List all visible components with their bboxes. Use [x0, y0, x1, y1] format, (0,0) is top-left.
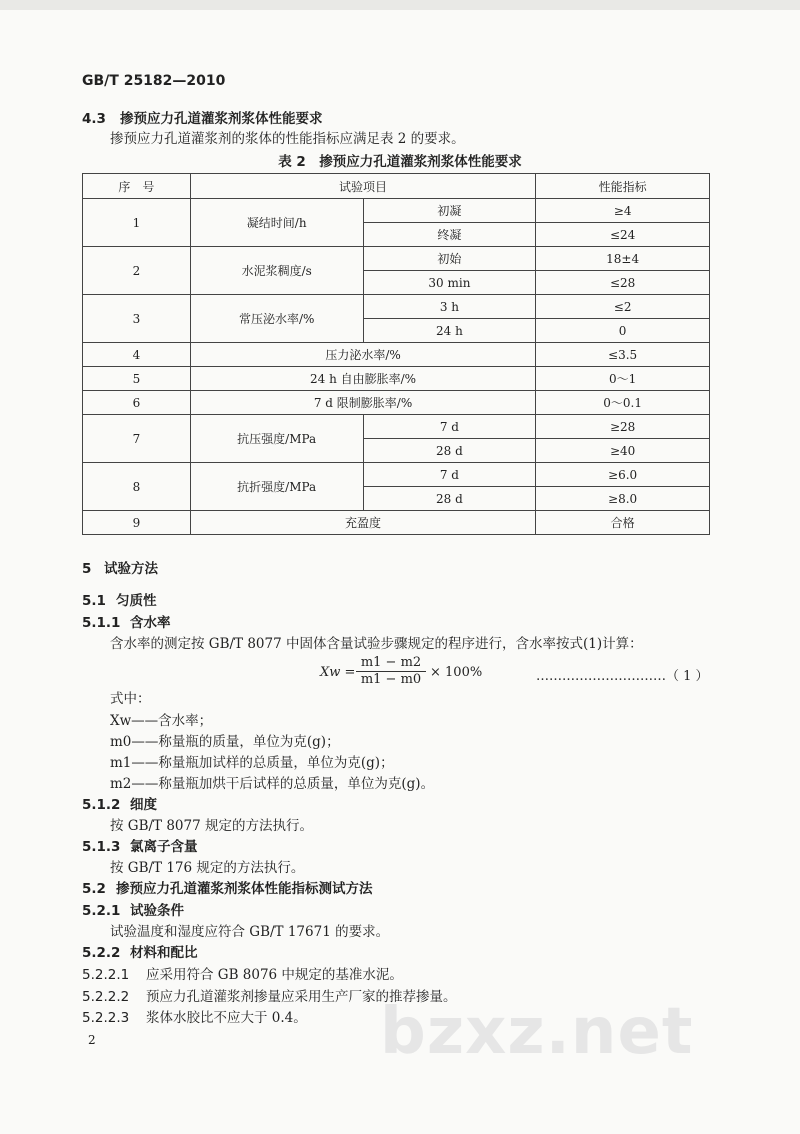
definition-item: Xw——含水率；	[110, 713, 213, 729]
section-title: 掺预应力孔道灌浆剂浆体性能指标测试方法	[116, 881, 373, 897]
section-number: 4.3	[82, 111, 106, 127]
cell-seq: 7	[83, 415, 191, 463]
performance-table	[82, 173, 710, 535]
section-5-1-1-heading	[82, 614, 171, 632]
header-item: 试验项目	[190, 174, 535, 199]
section-5-1-1-text: 含水率的测定按 GB/T 8077 中固体含量试验步骤规定的程序进行，含水率按式(1)计算：	[110, 636, 643, 652]
section-number: 5.1.2	[82, 797, 121, 813]
clause-number: 5.2.2.2	[82, 989, 130, 1005]
cell-value: ≤2	[536, 295, 710, 319]
section-title: 掺预应力孔道灌浆剂浆体性能要求	[120, 111, 323, 127]
cell-value: ≥8.0	[536, 487, 710, 511]
header-index: 性能指标	[536, 174, 710, 199]
section-5-1-2-text: 按 GB/T 8077 规定的方法执行。	[110, 818, 313, 834]
cell-value: 0～1	[536, 367, 710, 391]
section-number: 5.1.3	[82, 839, 121, 855]
cell-sub: 终凝	[363, 223, 536, 247]
cell-value: ≥28	[536, 415, 710, 439]
moisture-formula	[320, 655, 720, 691]
table-row	[83, 343, 710, 367]
section-title: 细度	[130, 797, 157, 813]
cell-value: 合格	[536, 511, 710, 535]
table-row	[83, 367, 710, 391]
cell-value: ≥4	[536, 199, 710, 223]
section-title: 材料和配比	[130, 945, 198, 961]
table-row	[83, 295, 710, 319]
standard-code-header: GB/T 25182—2010	[82, 73, 226, 89]
section-5-heading	[82, 560, 158, 578]
section-5-1-heading	[82, 592, 157, 610]
definition-item: m0——称量瓶的质量，单位为克(g)；	[110, 734, 340, 750]
cell-sub: 28 d	[363, 487, 536, 511]
cell-sub: 28 d	[363, 439, 536, 463]
section-5-2-1-text: 试验温度和湿度应符合 GB/T 17671 的要求。	[110, 924, 390, 940]
section-5-1-3-text: 按 GB/T 176 规定的方法执行。	[110, 860, 305, 876]
top-strip	[0, 0, 800, 10]
cell-item: 抗折强度/MPa	[190, 463, 363, 511]
table-row	[83, 415, 710, 439]
formula-denominator: m1 − m0	[360, 672, 422, 687]
cell-value: ≥40	[536, 439, 710, 463]
cell-sub: 24 h	[363, 319, 536, 343]
cell-seq: 4	[83, 343, 191, 367]
section-title: 含水率	[130, 615, 171, 631]
section-number: 5.1.1	[82, 615, 121, 631]
section-title: 试验方法	[104, 561, 158, 577]
definition-item: m2——称量瓶加烘干后试样的总质量，单位为克(g)。	[110, 776, 435, 792]
cell-seq: 1	[83, 199, 191, 247]
formula-lhs: Xw =	[320, 665, 356, 680]
cell-value: 0～0.1	[536, 391, 710, 415]
cell-seq: 9	[83, 511, 191, 535]
cell-value: 18±4	[536, 247, 710, 271]
section-4-3-text: 掺预应力孔道灌浆剂的浆体的性能指标应满足表 2 的要求。	[110, 131, 465, 147]
section-title: 试验条件	[130, 903, 184, 919]
cell-sub: 7 d	[363, 415, 536, 439]
section-5-1-3-heading	[82, 838, 198, 856]
cell-sub: 3 h	[363, 295, 536, 319]
cell-item: 常压泌水率/%	[190, 295, 363, 343]
section-5-2-heading	[82, 880, 373, 898]
cell-seq: 8	[83, 463, 191, 511]
table-caption: 表 2 掺预应力孔道灌浆剂浆体性能要求	[278, 154, 522, 170]
section-number: 5.2.1	[82, 903, 121, 919]
cell-value: 0	[536, 319, 710, 343]
cell-item: 24 h 自由膨胀率/%	[190, 367, 535, 391]
cell-seq: 5	[83, 367, 191, 391]
section-title: 匀质性	[116, 593, 157, 609]
cell-sub: 7 d	[363, 463, 536, 487]
definition-item: m1——称量瓶加试样的总质量，单位为克(g)；	[110, 755, 394, 771]
cell-item: 抗压强度/MPa	[190, 415, 363, 463]
page-number: 2	[88, 1033, 96, 1047]
section-number: 5.2.2	[82, 945, 121, 961]
table-header-row	[83, 174, 710, 199]
clause-text: 浆体水胶比不应大于 0.4。	[146, 1010, 307, 1026]
clause-number: 5.2.2.1	[82, 967, 130, 983]
clause-text: 预应力孔道灌浆剂掺量应采用生产厂家的推荐掺量。	[146, 989, 457, 1005]
table-row	[83, 247, 710, 271]
cell-item: 充盈度	[190, 511, 535, 535]
cell-value: ≤28	[536, 271, 710, 295]
formula-numerator: m1 − m2	[356, 655, 426, 672]
cell-item: 凝结时间/h	[190, 199, 363, 247]
cell-seq: 6	[83, 391, 191, 415]
table-row	[83, 511, 710, 535]
clause-text: 应采用符合 GB 8076 中规定的基准水泥。	[146, 967, 403, 983]
section-title: 氯离子含量	[130, 839, 198, 855]
table-row	[83, 199, 710, 223]
cell-item: 压力泌水率/%	[190, 343, 535, 367]
cell-item: 7 d 限制膨胀率/%	[190, 391, 535, 415]
formula-fraction	[356, 655, 426, 687]
formula-times: × 100%	[430, 665, 483, 680]
table-row	[83, 463, 710, 487]
cell-seq: 3	[83, 295, 191, 343]
equation-number: …………………………（ 1 ）	[536, 669, 709, 684]
section-number: 5.2	[82, 881, 106, 897]
clause-number: 5.2.2.3	[82, 1010, 130, 1026]
header-seq: 序 号	[83, 174, 191, 199]
section-5-1-2-heading	[82, 796, 157, 814]
section-number: 5	[82, 561, 92, 577]
cell-seq: 2	[83, 247, 191, 295]
section-number: 5.1	[82, 593, 106, 609]
defs-intro: 式中：	[110, 691, 151, 707]
cell-value: ≤3.5	[536, 343, 710, 367]
cell-sub: 初凝	[363, 199, 536, 223]
watermark: bzxz.net	[380, 995, 694, 1069]
section-5-2-1-heading	[82, 902, 184, 920]
clause-5-2-2-3	[82, 1009, 307, 1027]
clause-5-2-2-1	[82, 966, 403, 984]
cell-item: 水泥浆稠度/s	[190, 247, 363, 295]
cell-sub: 30 min	[363, 271, 536, 295]
table-row	[83, 391, 710, 415]
cell-sub: 初始	[363, 247, 536, 271]
cell-value: ≥6.0	[536, 463, 710, 487]
cell-value: ≤24	[536, 223, 710, 247]
section-4-3-heading	[82, 110, 323, 128]
section-5-2-2-heading	[82, 944, 198, 962]
